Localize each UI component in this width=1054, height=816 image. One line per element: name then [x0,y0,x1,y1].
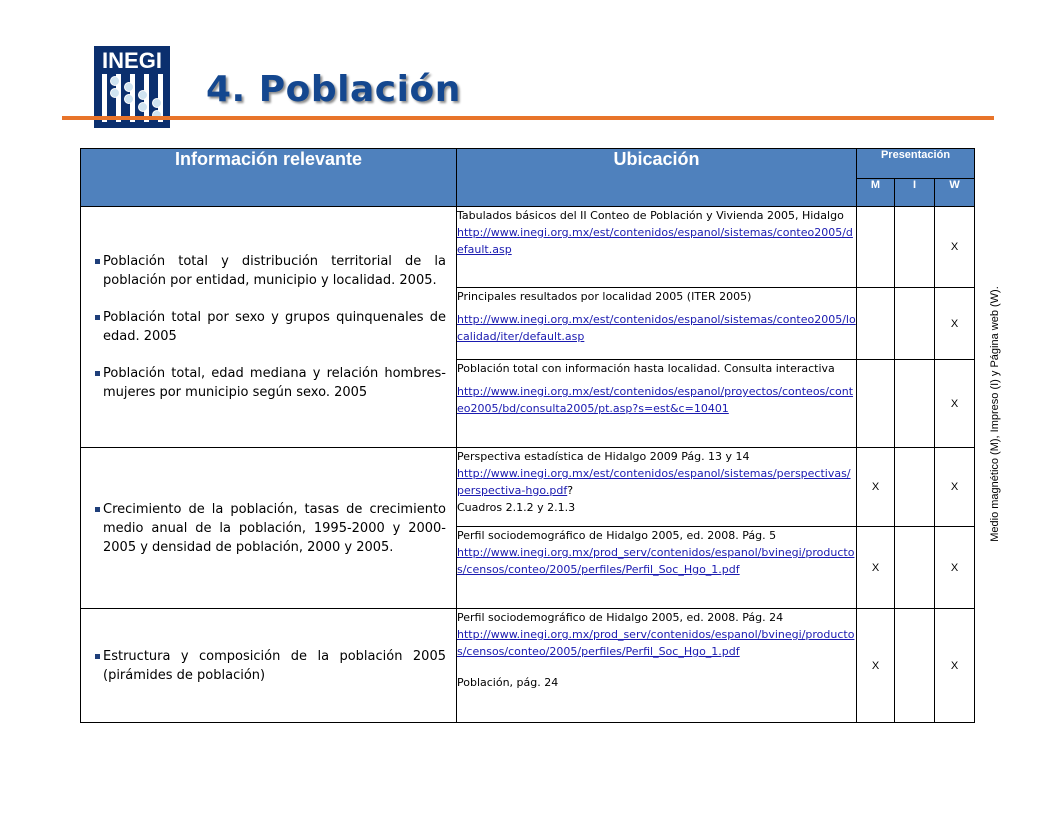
mark-i [895,360,935,448]
source-link[interactable]: http://www.inegi.org.mx/prod_serv/contenidos/espanol/bvinegi/productos/censos/conteo/2005/perfiles/Perfil_Soc_Hgo_1.pdf [457,628,855,658]
info-item: Población total, edad mediana y relación hombres-mujeres por municipio según sexo. 2005 [103,366,446,400]
info-item: Estructura y composición de la población 2005 (pirámides de población) [103,648,446,683]
mark-m [857,288,895,360]
presentation-legend-text: Medio magnético (M), Impreso (I) y Página web (W). [989,286,1001,542]
mark-w: X [935,527,975,609]
source-link[interactable]: http://www.inegi.org.mx/est/contenidos/espanol/sistemas/conteo2005/localidad/iter/default.asp [457,313,856,343]
page-title: 4. Población [206,69,461,110]
mark-i [895,207,935,288]
source-description: Perfil sociodemográfico de Hidalgo 2005, ed. 2008. Pág. 5 [457,529,777,542]
mark-w: X [935,288,975,360]
header-divider [62,116,994,120]
location-cell [457,609,857,723]
mark-i [895,288,935,360]
info-item: Población total por sexo y grupos quinquenales de edad. 2005 [103,310,446,344]
source-description: Perfil sociodemográfico de Hidalgo 2005, ed. 2008. Pág. 24 [457,611,784,624]
link-suffix: ? [567,484,574,497]
source-link[interactable]: http://www.inegi.org.mx/est/contenidos/espanol/sistemas/perspectivas/perspectiva-hgo.pdf [457,467,851,497]
location-cell [457,360,857,448]
location-cell [457,288,857,360]
mark-m [857,360,895,448]
mark-w: X [935,609,975,723]
mark-i [895,609,935,723]
header-presentation: Presentación [857,149,975,179]
source-description: Tabulados básicos del II Conteo de Población y Vivienda 2005, Hidalgo [457,209,844,222]
source-description: Población total con información hasta localidad. Consulta interactiva [457,362,835,375]
source-link[interactable]: http://www.inegi.org.mx/est/contenidos/espanol/proyectos/conteos/conteo2005/bd/consulta2005/pt.asp?s=est&c=10401 [457,385,854,415]
header-m: M [857,179,895,207]
mark-w: X [935,360,975,448]
location-cell [457,527,857,609]
mark-m [857,207,895,288]
presentation-legend [988,258,1002,570]
header-w: W [935,179,975,207]
source-link[interactable]: http://www.inegi.org.mx/est/contenidos/espanol/sistemas/conteo2005/default.asp [457,226,853,256]
mark-w: X [935,448,975,527]
info-cell [81,207,457,448]
source-note: Cuadros 2.1.2 y 2.1.3 [457,501,576,514]
info-cell [81,609,457,723]
header-info: Información relevante [81,149,457,207]
table-row [81,207,975,288]
info-cell [81,448,457,609]
info-table [80,148,975,723]
info-item: Población total y distribución territorial de la población por entidad, municipio y localidad. 2005. [103,254,446,288]
table-row [81,448,975,527]
mark-i [895,448,935,527]
mark-i [895,527,935,609]
logo-text: INEGI [102,48,162,73]
source-note: Población, pág. 24 [457,676,559,689]
mark-m: X [857,609,895,723]
info-item: Crecimiento de la población, tasas de crecimiento medio anual de la población, 1995-2000 y 2000-2005 y densidad de población, 2000 y 2005. [103,501,446,555]
mark-m: X [857,448,895,527]
table-row [81,609,975,723]
source-description: Perspectiva estadística de Hidalgo 2009 Pág. 13 y 14 [457,450,750,463]
header-location: Ubicación [457,149,857,207]
mark-w: X [935,207,975,288]
mark-m: X [857,527,895,609]
source-description: Principales resultados por localidad 2005 (ITER 2005) [457,290,752,303]
location-cell [457,207,857,288]
header-i: I [895,179,935,207]
location-cell [457,448,857,527]
source-link[interactable]: http://www.inegi.org.mx/prod_serv/contenidos/espanol/bvinegi/productos/censos/conteo/2005/perfiles/Perfil_Soc_Hgo_1.pdf [457,546,855,576]
